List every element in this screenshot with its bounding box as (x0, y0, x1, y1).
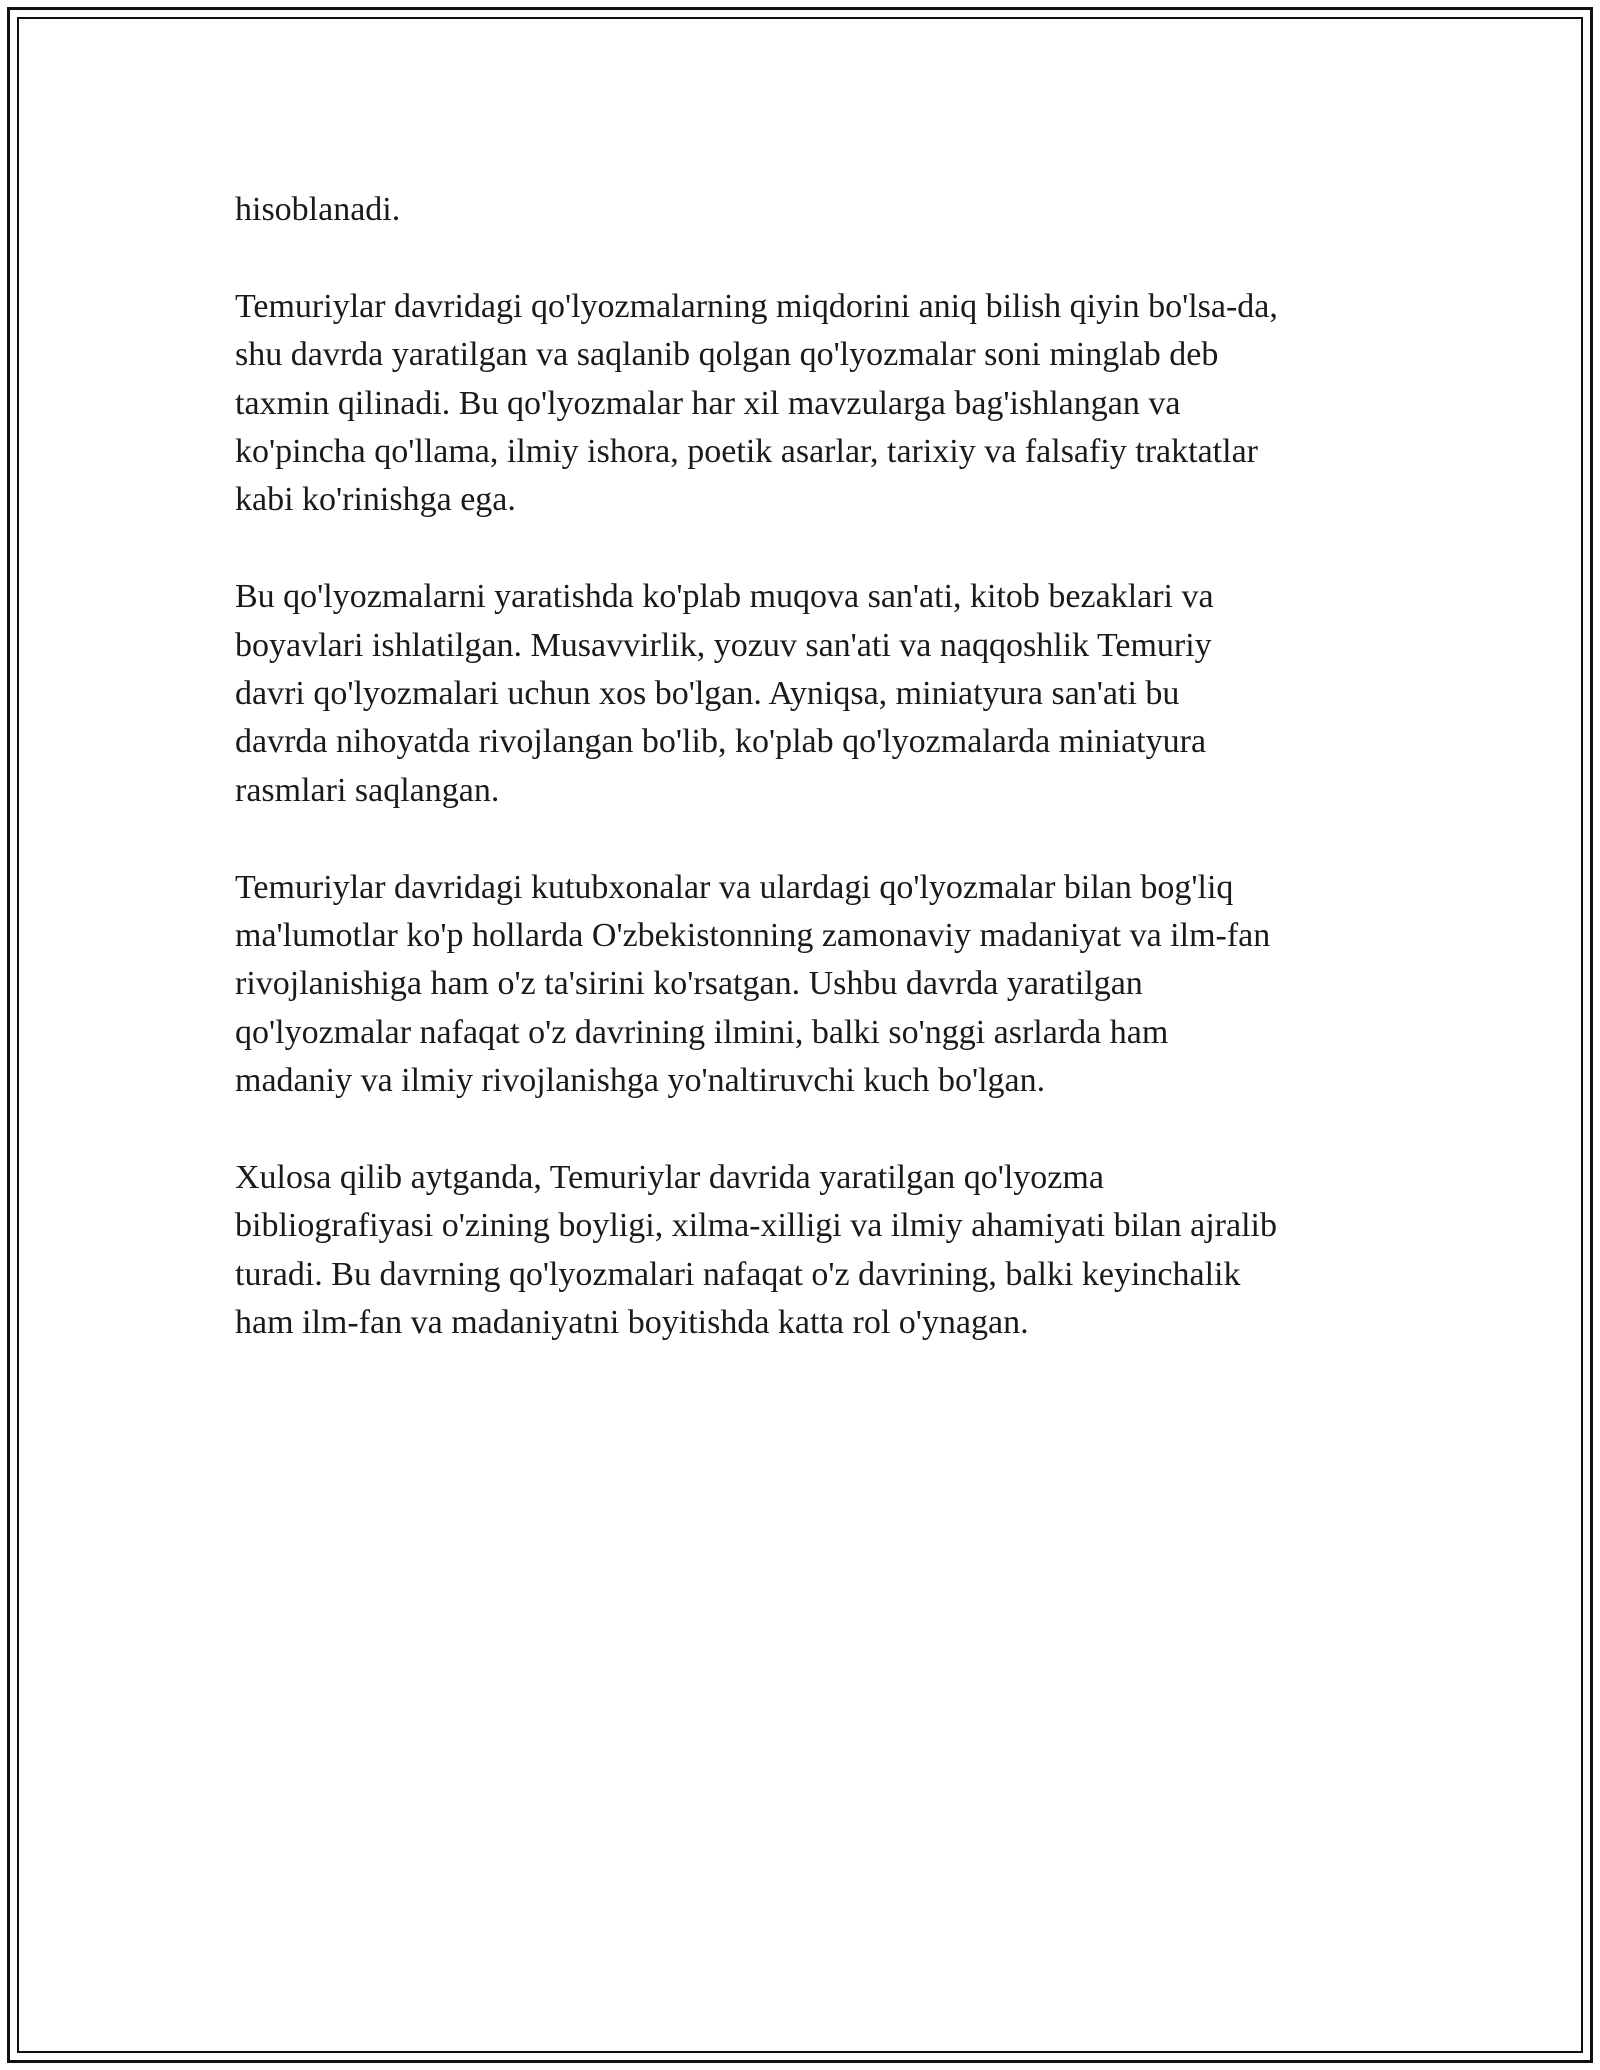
paragraph-2: Temuriylar davridagi qo'lyozmalarning miqdorini aniq bilish qiyin bo'lsa-da, shu davrda yaratilgan va saqlanib qolgan qo'lyozmalar soni minglab deb taxmin qilinadi. Bu qo'lyozmalar har xil mavzularga bag'ishlangan va ko'pincha qo'llama, ilmiy ishora, poetik asarlar, tarixiy va falsafiy traktatlar kabi ko'rinishga ega. (235, 287, 1278, 519)
document-body (235, 186, 1380, 1348)
paragraph-1: hisoblanadi. (235, 191, 401, 228)
paragraph-4: Temuriylar davridagi kutubxonalar va ulardagi qo'lyozmalar bilan bog'liq ma'lumotlar ko'p hollarda O'zbekistonning zamonaviy madaniyat va ilm-fan rivojlanishiga ham o'z ta'sirini ko'rsatgan. Ushbu davrda yaratilgan qo'lyozmalar nafaqat o'z davrining ilmini, balki so'nggi asrlarda ham madaniy va ilmiy rivojlanishga yo'naltiruvchi kuch bo'lgan. (235, 868, 1271, 1100)
paragraph-5: Xulosa qilib aytganda, Temuriylar davrida yaratilgan qo'lyozma bibliografiyasi o'zining boyligi, xilma-xilligi va ilmiy ahamiyati bilan ajralib turadi. Bu davrning qo'lyozmalari nafaqat o'z davrining, balki keyinchalik ham ilm-fan va madaniyatni boyitishda katta rol o'ynagan. (235, 1159, 1277, 1342)
paragraph-3: Bu qo'lyozmalarni yaratishda ko'plab muqova san'ati, kitob bezaklari va boyavlari ishlatilgan. Musavvirlik, yozuv san'ati va naqqoshlik Temuriy davri qo'lyozmalari uchun xos bo'lgan. Ayniqsa, miniatyura san'ati bu davrda nihoyatda rivojlangan bo'lib, ko'plab qo'lyozmalarda miniatyura rasmlari saqlangan. (235, 578, 1214, 809)
